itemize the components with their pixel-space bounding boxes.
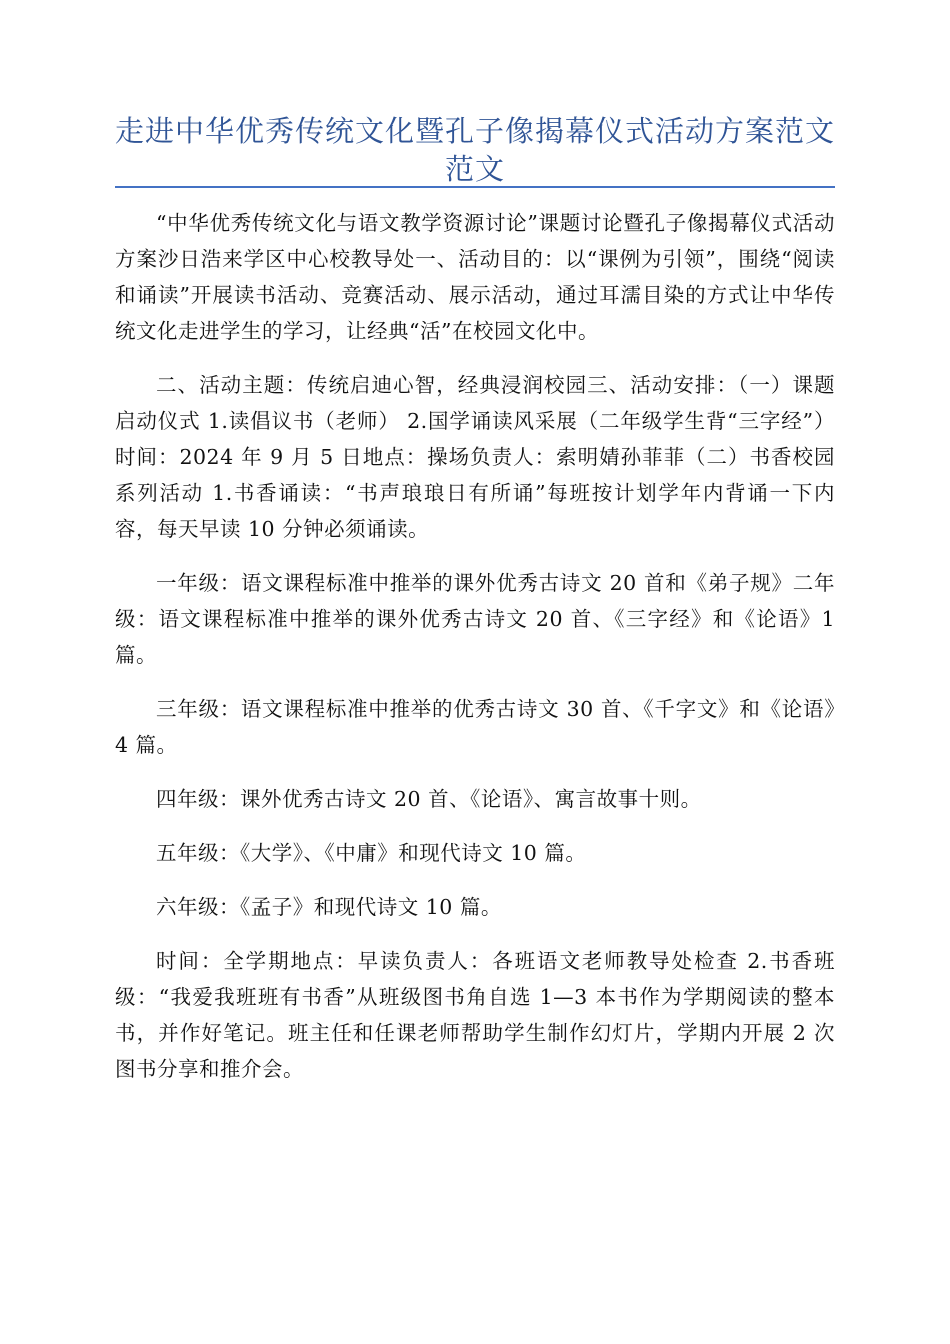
- document-body: [115, 205, 835, 1105]
- paragraph-schedule-class: 时间：全学期地点：早读负责人：各班语文老师教导处检查 2.书香班级：“我爱我班班有书香”从班级图书角自选 1—3 本书作为学期阅读的整本书，并作好笔记。班主任和任课老师帮助学生制作幻灯片，学期内开展 2 次图书分享和推介会。: [115, 949, 835, 1081]
- paragraph-grade-five: 五年级：《大学》、《中庸》和现代诗文 10 篇。: [156, 841, 587, 865]
- document-title: 走进中华优秀传统文化暨孔子像揭幕仪式活动方案范文范文: [115, 114, 836, 186]
- paragraph-purpose: “中华优秀传统文化与语文教学资源讨论”课题讨论暨孔子像揭幕仪式活动方案沙日浩来学区中心校教导处一、活动目的：以“课例为引领”，围绕“阅读和诵读”开展读书活动、竞赛活动、展示活动，通过耳濡目染的方式让中华传统文化走进学生的学习，让经典“活”在校园文化中。: [115, 211, 835, 343]
- paragraph-grade-six: 六年级：《孟子》和现代诗文 10 篇。: [156, 895, 502, 919]
- paragraph-grade-four: 四年级：课外优秀古诗文 20 首、《论语》、寓言故事十则。: [156, 787, 702, 811]
- title-underline: [115, 186, 835, 188]
- paragraph-theme-arrangement: 二、活动主题：传统启迪心智，经典浸润校园三、活动安排：（一）课题启动仪式 1.读倡议书（老师） 2.国学诵读风采展（二年级学生背“三字经”） 时间：2024 年 9 月 5 日地点：操场负责人：索明婧孙菲菲（二）书香校园系列活动 1.书香诵读：“书声琅琅日有所诵”每班按计划学年内背诵一下内容，每天早读 10 分钟必须诵读。: [115, 373, 835, 541]
- paragraph-grade-three: 三年级：语文课程标准中推举的优秀古诗文 30 首、《千字文》和《论语》4 篇。: [115, 697, 835, 757]
- paragraph-grade-one-two: 一年级：语文课程标准中推举的课外优秀古诗文 20 首和《弟子规》二年级：语文课程标准中推举的课外优秀古诗文 20 首、《三字经》和《论语》1 篇。: [115, 571, 835, 667]
